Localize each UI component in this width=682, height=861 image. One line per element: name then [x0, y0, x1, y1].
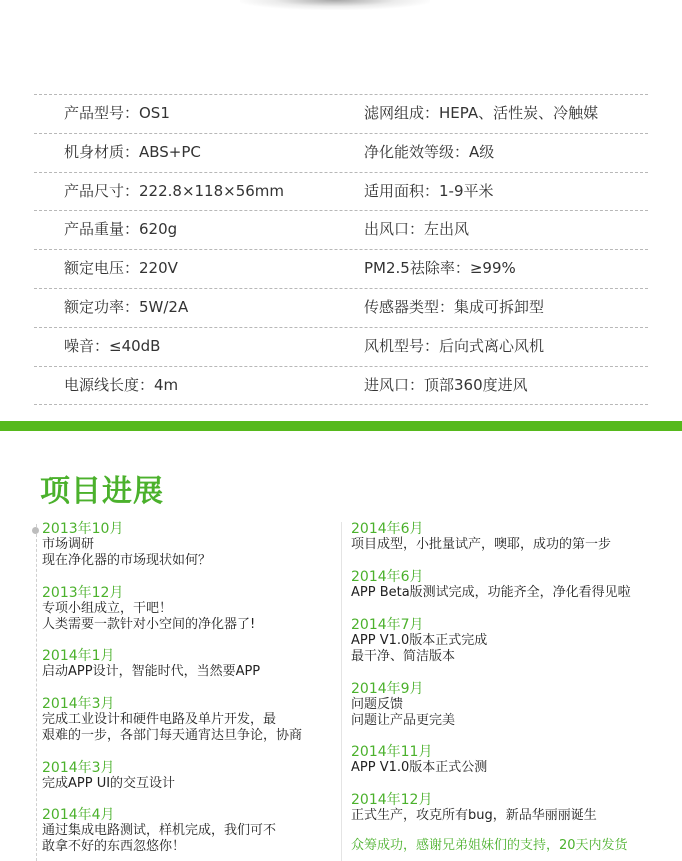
timeline-entry — [42, 760, 342, 792]
timeline-text: 艰难的一步，各部门每天通宵达旦争论，协商 — [42, 728, 303, 743]
timeline-date: 2014年11月 — [351, 744, 433, 760]
timeline-text: 启动APP设计，智能时代，当然要APP — [42, 664, 261, 679]
spec-row — [34, 288, 648, 327]
timeline-entry — [351, 521, 651, 553]
spec-right-value: 出风口：左出风 — [364, 220, 470, 239]
spec-left-value: 额定电压：220V — [64, 259, 178, 278]
section-title: 项目进展 — [40, 474, 164, 509]
timeline-entry — [42, 521, 342, 569]
timeline-date: 2014年9月 — [351, 681, 424, 697]
spec-left-value: 机身材质：ABS+PC — [64, 142, 201, 161]
timeline-text: 项目成型，小批量试产，噢耶，成功的第一步 — [351, 537, 612, 552]
spec-left-value: 电源线长度：4m — [64, 375, 179, 394]
timeline-date: 2014年6月 — [351, 521, 424, 537]
timeline-date: 2014年1月 — [42, 648, 115, 664]
spec-left-value: 噪音：≤40dB — [64, 336, 161, 355]
timeline-date: 2014年3月 — [42, 760, 115, 776]
timeline-entry — [351, 617, 651, 665]
timeline-text: APP V1.0版本正式公测 — [351, 760, 488, 775]
spec-row — [34, 366, 648, 406]
timeline-text: 市场调研 — [42, 537, 95, 552]
timeline-text: 最干净、简洁版本 — [351, 649, 456, 664]
timeline-date: 2014年4月 — [42, 807, 115, 823]
timeline-text: 问题让产品更完美 — [351, 713, 456, 728]
timeline-entry — [42, 648, 342, 680]
timeline-entry — [42, 807, 342, 855]
top-shadow — [240, 0, 430, 10]
timeline-entry — [42, 585, 342, 633]
spec-right-value: 传感器类型：集成可拆卸型 — [364, 297, 545, 316]
timeline-date: 2014年3月 — [42, 696, 115, 712]
timeline-date: 2014年7月 — [351, 617, 424, 633]
timeline-dot — [32, 527, 39, 534]
spec-right-value: 滤网组成：HEPA、活性炭、冷触媒 — [364, 104, 599, 122]
spec-row — [34, 172, 648, 211]
timeline-text: 人类需要一款针对小空间的净化器了! — [42, 617, 256, 632]
spec-row — [34, 133, 648, 172]
timeline-text: APP Beta版测试完成，功能齐全，净化看得见啦 — [351, 585, 631, 600]
timeline-entry — [351, 681, 651, 729]
timeline-line — [36, 524, 37, 861]
spec-left-value: 额定功率：5W/2A — [64, 297, 189, 316]
spec-left-value: 产品尺寸：222.8×118×56mm — [64, 181, 285, 200]
spec-row — [34, 327, 648, 366]
timeline-date: 2014年12月 — [351, 792, 433, 808]
section-divider-bar — [0, 421, 682, 431]
timeline-text: 完成APP UI的交互设计 — [42, 776, 176, 791]
spec-table — [34, 94, 648, 405]
spec-right-value: 适用面积：1-9平米 — [364, 181, 494, 200]
timeline-entry — [351, 744, 651, 776]
timeline-text: 敢拿不好的东西忽悠你！ — [42, 839, 186, 854]
spec-right-value: 进风口：顶部360度进风 — [364, 375, 528, 394]
spec-left-value: 产品型号：OS1 — [64, 104, 170, 122]
spec-row — [34, 210, 648, 249]
spec-right-value: 净化能效等级：A级 — [364, 142, 495, 161]
timeline-entry — [351, 792, 651, 824]
spec-left-value: 产品重量：620g — [64, 220, 178, 239]
timeline-text: 完成工业设计和硬件电路及单片开发，最 — [42, 712, 277, 727]
timeline-entry — [351, 569, 651, 601]
timeline-date: 2013年12月 — [42, 585, 124, 601]
spec-row — [34, 249, 648, 288]
spec-right-value: PM2.5祛除率：≥99% — [364, 259, 516, 278]
spec-row — [34, 94, 648, 133]
timeline-date: 2013年10月 — [42, 521, 124, 537]
timeline-entry — [42, 696, 342, 744]
spec-right-value: 风机型号：后向式离心风机 — [364, 336, 545, 355]
timeline-text: 问题反馈 — [351, 697, 404, 712]
footer-note: 众筹成功，感谢兄弟姐妹们的支持，20天内发货 — [351, 838, 628, 853]
timeline-text: 正式生产，攻克所有bug，新品华丽丽诞生 — [351, 808, 597, 823]
timeline-text: 专项小组成立，干吧！ — [42, 601, 173, 616]
timeline-date: 2014年6月 — [351, 569, 424, 585]
timeline-text: 现在净化器的市场现状如何？ — [42, 553, 212, 568]
timeline-text: 通过集成电路测试，样机完成，我们可不 — [42, 823, 277, 838]
timeline-text: APP V1.0版本正式完成 — [351, 633, 488, 648]
